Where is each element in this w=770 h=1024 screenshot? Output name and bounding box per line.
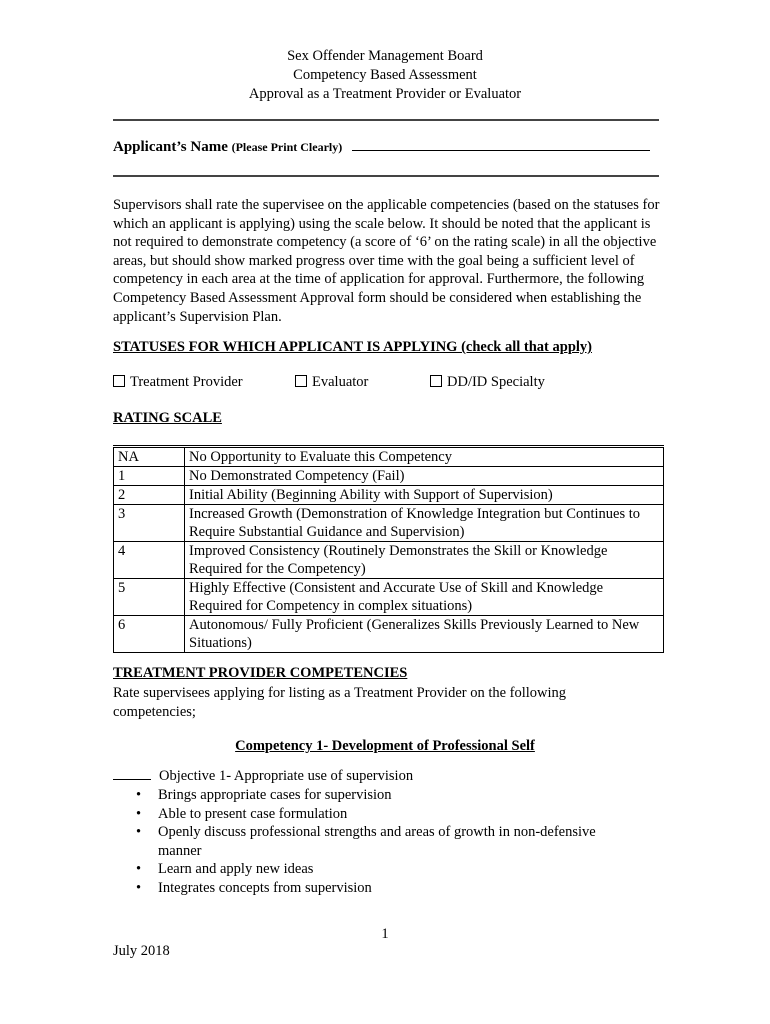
- page-number: 1: [381, 926, 389, 942]
- applicant-name-row: [113, 138, 650, 156]
- rating-description: Improved Consistency (Routinely Demonstrates the Skill or Knowledge Required for the Competency): [185, 542, 664, 579]
- checkbox-icon[interactable]: [295, 375, 307, 387]
- checkbox-icon[interactable]: [430, 375, 442, 387]
- rating-code: 5: [114, 579, 185, 616]
- list-item: [136, 805, 626, 824]
- footer-date: July 2018: [113, 943, 170, 959]
- bullet-icon: •: [136, 879, 142, 896]
- treatment-provider-text: Rate supervisees applying for listing as a Treatment Provider on the following competencies;: [113, 685, 567, 720]
- rating-scale-table: [113, 445, 664, 653]
- rating-code: 1: [114, 467, 185, 486]
- rating-description: No Demonstrated Competency (Fail): [185, 467, 664, 486]
- rating-code: 3: [114, 505, 185, 542]
- status-label: Evaluator: [312, 374, 369, 390]
- header-line-2: Competency Based Assessment: [293, 67, 477, 83]
- header-line-3: Approval as a Treatment Provider or Evaluator: [248, 86, 522, 102]
- rating-scale-heading: RATING SCALE: [113, 410, 222, 426]
- list-item-text: Able to present case formulation: [158, 805, 348, 822]
- status-evaluator[interactable]: [295, 374, 368, 391]
- list-item-text: Openly discuss professional strengths and areas of growth in non-defensive manner: [158, 824, 596, 859]
- rating-code: 6: [114, 616, 185, 653]
- objective-bullet-list: [136, 786, 626, 898]
- status-label: DD/ID Specialty: [447, 374, 545, 390]
- treatment-provider-heading: TREATMENT PROVIDER COMPETENCIES: [113, 665, 408, 681]
- rating-code: NA: [114, 447, 185, 467]
- list-item: [136, 860, 626, 879]
- status-label: Treatment Provider: [130, 374, 243, 390]
- applicant-name-field[interactable]: [352, 138, 650, 151]
- rating-code: 2: [114, 486, 185, 505]
- rating-description: Highly Effective (Consistent and Accurate Use of Skill and Knowledge Required for Competency in complex situations): [185, 579, 664, 616]
- applicant-divider: [113, 175, 659, 177]
- rating-description: Initial Ability (Beginning Ability with Support of Supervision): [185, 486, 664, 505]
- header-line-1: Sex Offender Management Board: [287, 48, 483, 64]
- rating-description: No Opportunity to Evaluate this Competency: [185, 447, 664, 467]
- bullet-icon: •: [136, 824, 142, 841]
- list-item: [136, 786, 626, 805]
- table-row: [114, 447, 664, 467]
- list-item-text: Brings appropriate cases for supervision: [158, 787, 392, 803]
- table-row: [114, 467, 664, 486]
- objective-label: Objective 1- Appropriate use of supervision: [159, 768, 414, 784]
- intro-paragraph: Supervisors shall rate the supervisee on the applicable competencies (based on the statuses for which an applicant is applying) using the scale below. It should be noted that the applicant is not required to demonstrate competency (a score of ‘6’ on the rating scale) in all the objective areas, but should show marked progress over time with the goal being a sufficient level of competency in each area at the time of application for approval. Furthermore, the following Competency Based Assessment Approval form should be considered when establishing the applicant’s Supervision Plan.: [113, 197, 660, 325]
- objective-row: [113, 767, 413, 785]
- applicant-name-note: (Please Print Clearly): [231, 140, 343, 154]
- list-item: [136, 823, 626, 860]
- table-row: [114, 579, 664, 616]
- statuses-heading: STATUSES FOR WHICH APPLICANT IS APPLYING (check all that apply): [113, 339, 592, 355]
- table-row: [114, 616, 664, 653]
- rating-description: Autonomous/ Fully Proficient (Generalizes Skills Previously Learned to New Situations): [185, 616, 664, 653]
- bullet-icon: •: [136, 787, 142, 803]
- table-row: [114, 505, 664, 542]
- bullet-icon: •: [136, 861, 142, 878]
- table-row: [114, 542, 664, 579]
- list-item-text: Integrates concepts from supervision: [158, 879, 372, 896]
- status-ddid-specialty[interactable]: [430, 374, 545, 391]
- rating-code: 4: [114, 542, 185, 579]
- top-divider: [113, 119, 659, 121]
- document-header: [0, 47, 770, 104]
- list-item: [136, 879, 626, 898]
- objective-rating-field[interactable]: [113, 767, 151, 780]
- table-row: [114, 486, 664, 505]
- list-item-text: Learn and apply new ideas: [158, 861, 314, 878]
- bullet-icon: •: [136, 805, 142, 822]
- status-treatment-provider[interactable]: [113, 374, 243, 391]
- applicant-name-label: Applicant’s Name: [113, 139, 228, 155]
- rating-description: Increased Growth (Demonstration of Knowledge Integration but Continues to Require Substantial Guidance and Supervision): [185, 505, 664, 542]
- competency-heading: Competency 1- Development of Professional Self: [235, 738, 535, 754]
- checkbox-icon[interactable]: [113, 375, 125, 387]
